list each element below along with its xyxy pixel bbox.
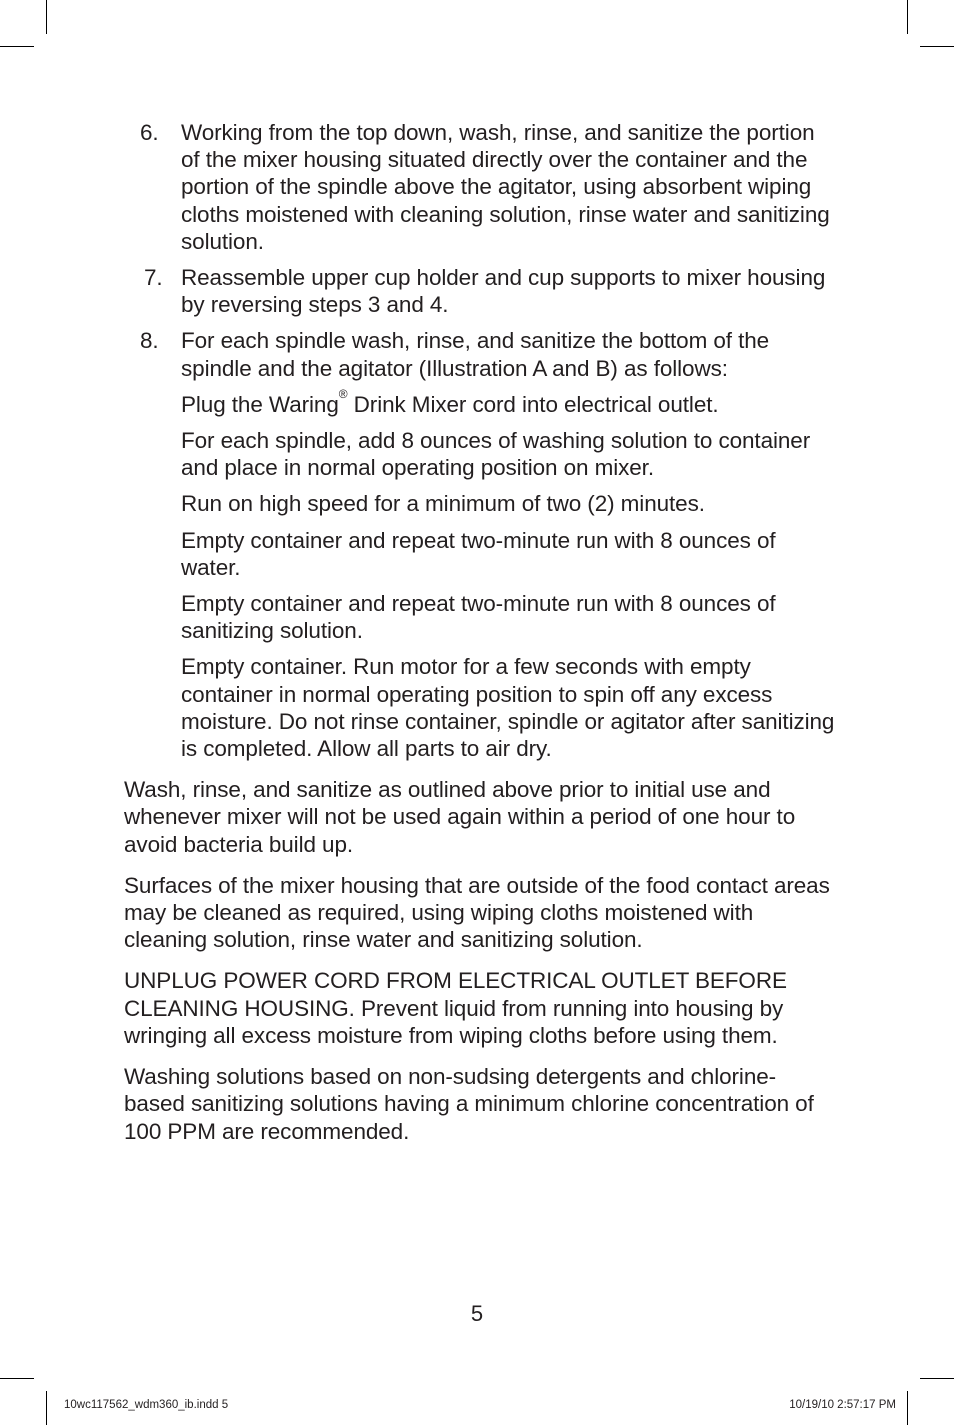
step-text: Reassemble upper cup holder and cup supports to mixer housing by reversing steps 3 and 4.: [181, 265, 826, 318]
paragraph-washing-solutions: Washing solutions based on non-sudsing detergents and chlorine-based sanitizing solutions having a minimum chlorine concentration of 100 PPM are recommended.: [124, 1064, 814, 1144]
paragraph-surfaces: Surfaces of the mixer housing that are outside of the food contact areas may be cleaned as required, using wiping cloths moistened with cleaning solution, rinse water and sanitizing solution.: [124, 872, 830, 953]
crop-mark-bottom-left-vertical: [46, 1391, 47, 1425]
substep-add-solution: For each spindle, add 8 ounces of washing solution to container and place in normal operating position on mixer.: [181, 428, 811, 481]
page-number: 5: [470, 1301, 484, 1326]
step-7: [124, 264, 836, 318]
step-8: [124, 327, 836, 381]
substep-final-empty: Empty container. Run motor for a few seconds with empty container in normal operating position to spin off any excess moisture. Do not rinse container, spindle or agitator after sanitizing is completed. Allow all parts to air dry.: [181, 654, 835, 762]
substep-text: Drink Mixer cord into electrical outlet.: [347, 391, 719, 417]
registered-mark: ®: [338, 386, 348, 401]
slug-datetime: 10/19/10 2:57:17 PM: [789, 1399, 896, 1411]
crop-mark-top-left-vertical: [46, 0, 47, 34]
slug-file-name: 10wc117562_wdm360_ib.indd 5: [64, 1399, 229, 1411]
step-text: For each spindle wash, rinse, and sanitize the bottom of the spindle and the agitator (Illustration A and B) as follows:: [181, 328, 770, 381]
substep-repeat-water: Empty container and repeat two-minute run with 8 ounces of water.: [181, 527, 776, 580]
step-number: 7.: [144, 265, 163, 291]
substep-repeat-sanitize: Empty container and repeat two-minute run with 8 ounces of sanitizing solution.: [181, 591, 776, 644]
substep-text: Plug the Waring: [181, 391, 339, 417]
crop-mark-bottom-left-horizontal: [0, 1378, 34, 1379]
page-content: [124, 119, 836, 1159]
crop-mark-bottom-right-vertical: [907, 1391, 908, 1425]
step-6: [124, 119, 836, 255]
step-text: Working from the top down, wash, rinse, and sanitize the portion of the mixer housing situated directly over the container and the portion of the spindle above the agitator, using absorbent wiping cloths moistened with cleaning solution, rinse water and sanitizing solution.: [181, 120, 830, 254]
crop-mark-top-left-horizontal: [0, 46, 34, 47]
substep-plug-in: [124, 386, 836, 418]
crop-mark-top-right-vertical: [907, 0, 908, 34]
crop-mark-bottom-right-horizontal: [920, 1378, 954, 1379]
paragraph-initial-use: Wash, rinse, and sanitize as outlined above prior to initial use and whenever mixer will not be used again within a period of one hour to avoid bacteria build up.: [124, 777, 796, 857]
step-number: 6.: [140, 120, 159, 145]
substep-run-high: Run on high speed for a minimum of two (2) minutes.: [181, 491, 705, 517]
step-number: 8.: [140, 328, 159, 354]
crop-mark-top-right-horizontal: [920, 46, 954, 47]
paragraph-unplug-warning: UNPLUG POWER CORD FROM ELECTRICAL OUTLET BEFORE CLEANING HOUSING. Prevent liquid from running into housing by wringing all excess moisture from wiping cloths before using them.: [124, 968, 787, 1048]
